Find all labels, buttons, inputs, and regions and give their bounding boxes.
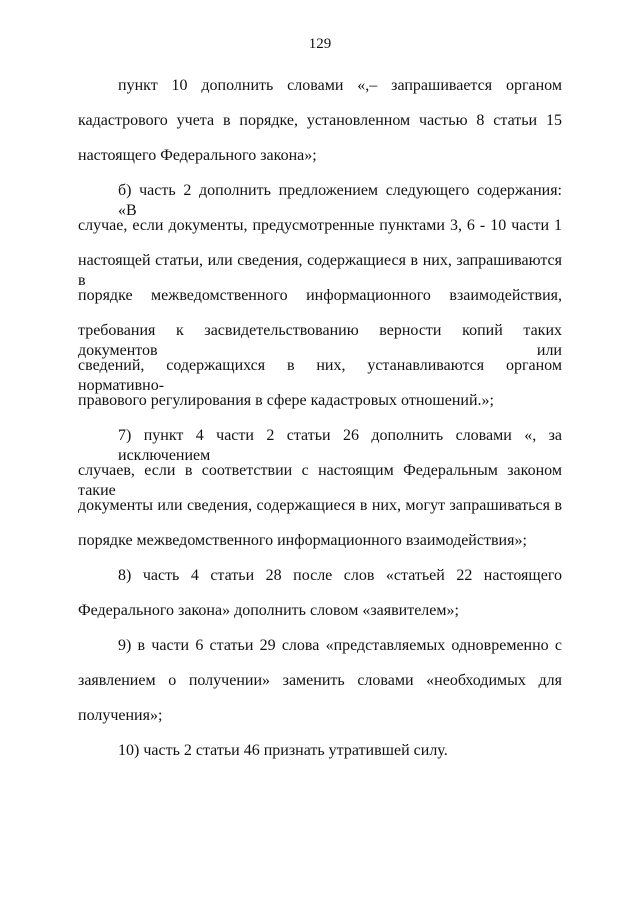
text-line: 8) часть 4 статьи 28 после слов «статьей 22 настоящего: [118, 567, 562, 584]
text-line: получения»;: [78, 707, 163, 724]
text-line: случае, если документы, предусмотренные пунктами 3, 6 - 10 части 1: [78, 217, 562, 234]
text-line: пункт 10 дополнить словами «,– запрашивается органом: [118, 77, 562, 94]
text-line: порядке межведомственного информационного взаимодействия,: [78, 287, 562, 304]
text-line: правового регулирования в сфере кадастровых отношений.»;: [78, 392, 494, 409]
text-line: сведений, содержащихся в них, устанавливаются органом нормативно-: [78, 357, 562, 394]
text-line: б) часть 2 дополнить предложением следующего содержания: «В: [118, 182, 562, 219]
text-line: 10) часть 2 статьи 46 признать утратившей силу.: [118, 742, 448, 759]
text-line: 7) пункт 4 части 2 статьи 26 дополнить словами «, за исключением: [118, 427, 562, 464]
page-number: 129: [308, 36, 332, 52]
text-line: заявлением о получении» заменить словами «необходимых для: [78, 672, 562, 689]
text-line: требования к засвидетельствованию верности копий таких документов или: [78, 322, 562, 359]
text-line: Федерального закона» дополнить словом «заявителем»;: [78, 602, 459, 619]
text-line: 9) в части 6 статьи 29 слова «представляемых одновременно с: [118, 637, 562, 654]
text-line: настоящего Федерального закона»;: [78, 147, 317, 164]
text-line: порядке межведомственного информационного взаимодействия»;: [78, 532, 527, 549]
text-line: кадастрового учета в порядке, установленном частью 8 статьи 15: [78, 112, 562, 129]
text-line: настоящей статьи, или сведения, содержащиеся в них, запрашиваются в: [78, 252, 562, 289]
text-line: документы или сведения, содержащиеся в них, могут запрашиваться в: [78, 497, 562, 514]
text-line: случаев, если в соответствии с настоящим Федеральным законом такие: [78, 462, 562, 499]
